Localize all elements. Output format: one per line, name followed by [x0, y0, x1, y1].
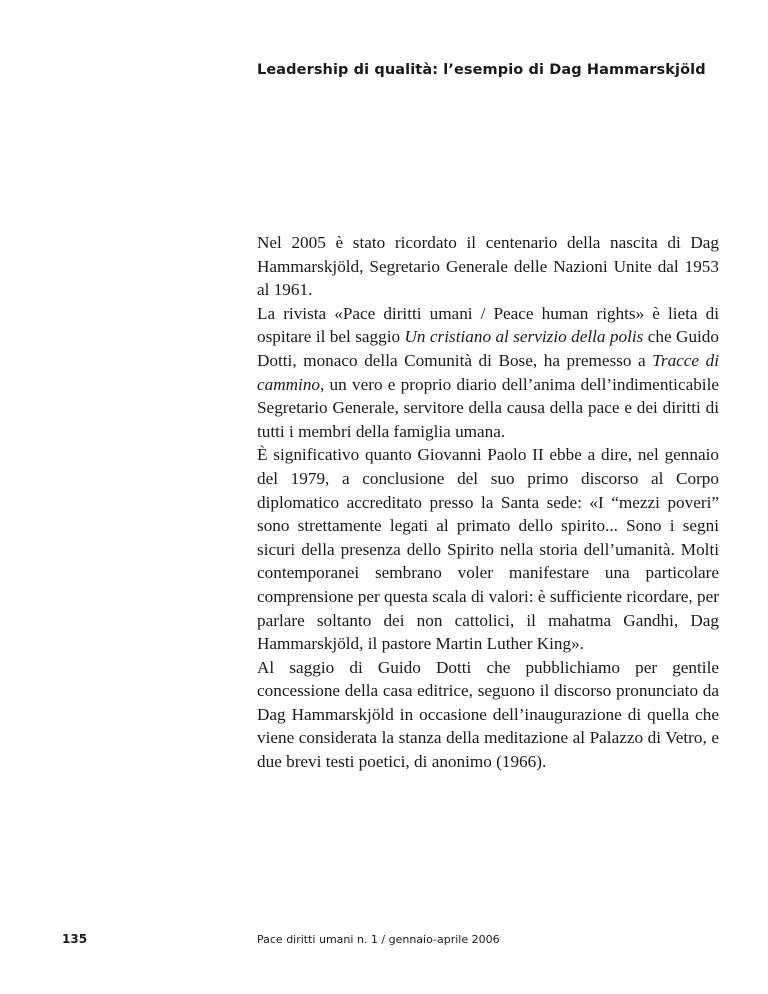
paragraph-contents: Al saggio di Guido Dotti che pubblichiamo per gentile concessione della casa editrice, seguono il discorso pronunciato da Dag Hammarskjöld in occasione dell’inaugurazione di quella che viene considerata la stanza della meditazione al Palazzo di Vetro, e due brevi testi poetici, di anonimo (1966). [257, 657, 719, 772]
paragraph-intro: Nel 2005 è stato ricordato il centenario della nascita di Dag Hammarskjöld, Segretario Generale delle Nazioni Unite dal 1953 al 1961. [257, 233, 719, 300]
paragraph-quote: È significativo quanto Giovanni Paolo II ebbe a dire, nel gennaio del 1979, a conclusione del suo primo discorso al Corpo diplomatico accreditato presso la Santa sede: «I “mezzi poveri” sono strettamente legati al primato dello spirito... Sono i segni sicuri della presenza dello Spirito nella storia dell’umanità. Molti contemporanei sembrano voler manifestare una particolare comprensione per questa scala di valori: è sufficiente ricordare, per parlare soltanto dei non cattolici, il mahatma Gandhi, Dag Hammarskjöld, il pastore Martin Luther King». [257, 445, 719, 654]
page-number: 135 [62, 932, 88, 946]
paragraph-text: , un vero e proprio diario dell’anima dell’indimenticabile Segretario Generale, servitore della causa della pace e dei diritti di tutti i membri della famiglia umana. [257, 374, 719, 441]
paragraph-journal [257, 302, 719, 444]
article-title: Leadership di qualità: l’esempio di Dag Hammarskjöld [257, 62, 706, 78]
book-title: Tracce di cammino [257, 350, 719, 394]
paragraph-text: che Guido Dotti, monaco della Comunità di Bose, ha premesso a [257, 327, 719, 370]
essay-title: Un cristiano al servizio della polis [404, 327, 644, 347]
journal-footer: Pace diritti umani n. 1 / gennaio-aprile 2006 [257, 933, 500, 946]
article-body [257, 231, 719, 774]
paragraph-text: La rivista «Pace diritti umani / Peace human rights» è lieta di ospitare il bel saggio [257, 303, 719, 347]
